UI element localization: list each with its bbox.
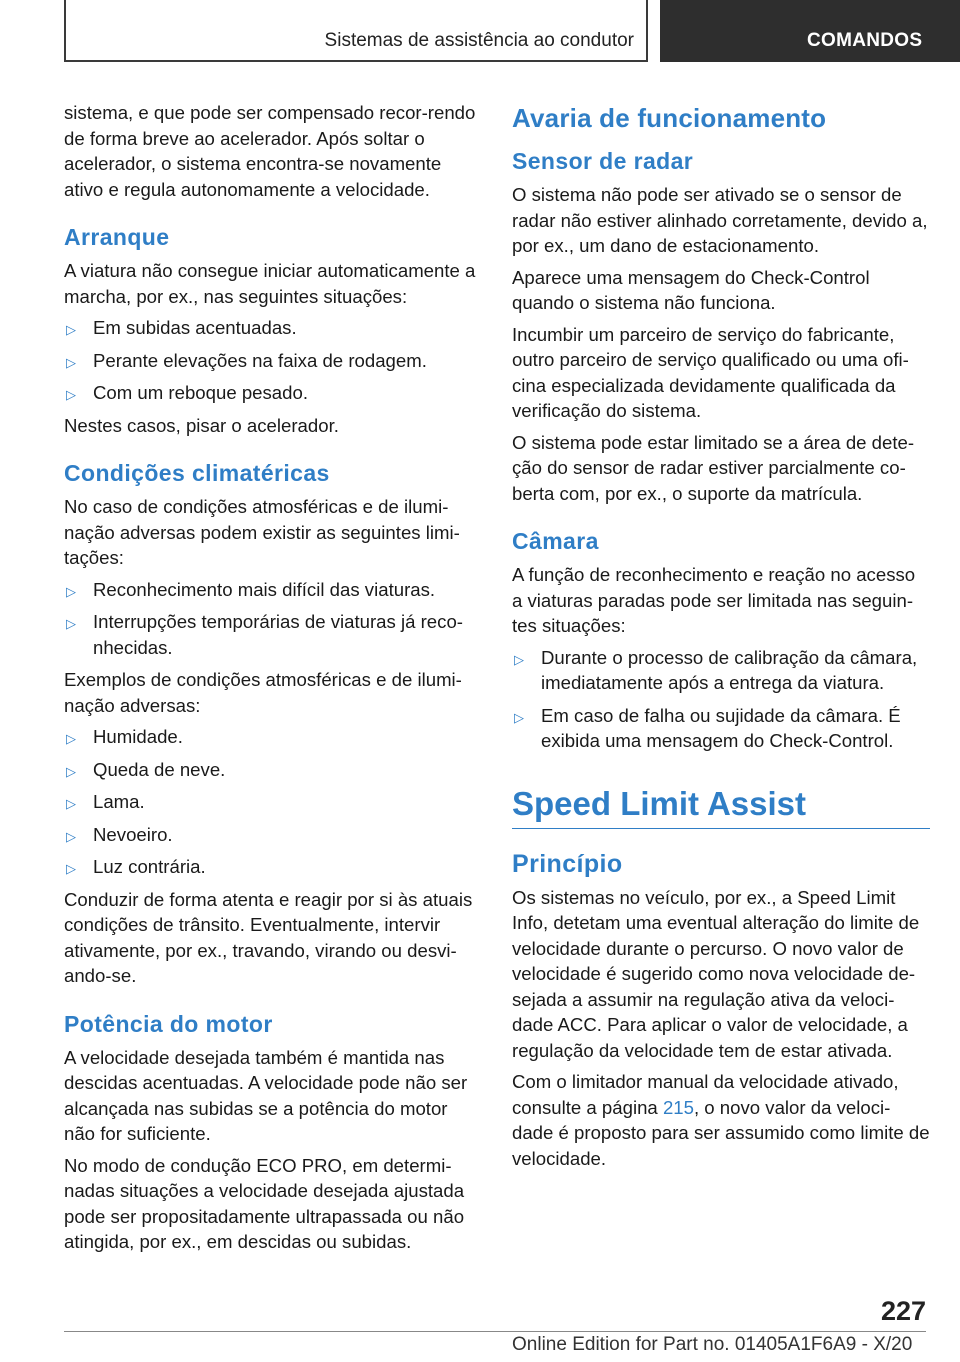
triangle-bullet-icon: ▷ xyxy=(66,387,76,402)
triangle-bullet-icon: ▷ xyxy=(66,828,76,844)
triangle-bullet-icon: ▷ xyxy=(66,731,76,746)
list-item-text: Durante o processo de calibração da câmara, imediatamente após a entrega da viatura. xyxy=(541,646,918,693)
list-item-text: Reconhecimento mais difícil das viaturas. xyxy=(93,578,436,600)
header-chapter-label: COMANDOS xyxy=(807,30,923,51)
radar-paragraph-4: O sistema pode estar limitado se a área de dete-ção do sensor de radar estiver parcialmente co-berta com, por ex., o suporte da matrícula. xyxy=(512,431,915,504)
list-item-text: Nevoeiro. xyxy=(93,823,173,845)
list-item xyxy=(64,757,482,783)
page-number: 227 xyxy=(880,1296,926,1326)
heading-speed-limit-assist: Speed Limit Assist xyxy=(512,782,930,829)
heading-sensor-radar: Sensor de radar xyxy=(512,148,694,174)
footer-divider xyxy=(64,1331,926,1332)
triangle-bullet-icon: ▷ xyxy=(66,322,76,337)
header-section-title: Sistemas de assistência ao condutor xyxy=(324,30,634,51)
list-item xyxy=(64,854,482,880)
condicoes-examples-intro: Exemplos de condições atmosféricas e de ilumi-nação adversas: xyxy=(64,669,462,716)
list-item-text: Em subidas acentuadas. xyxy=(93,317,297,338)
list-item xyxy=(64,577,482,603)
principio-paragraph-1: Os sistemas no veículo, por ex., a Speed Limit Info, detetam uma eventual alteração do limite de velocidade durante o percurso. O novo valor de velocidade é sugerido como nova velocidade de-sejada a assumir na regulação ativa da veloci-dade ACC. Para aplicar o valor de velocidade, a regulação da velocidade tem de estar ativada. xyxy=(512,886,920,1061)
condicoes-list xyxy=(64,577,482,661)
triangle-bullet-icon: ▷ xyxy=(66,861,76,876)
list-item xyxy=(64,315,482,341)
list-item-text: Perante elevações na faixa de rodagem. xyxy=(93,349,427,371)
list-item-text: Com um reboque pesado. xyxy=(93,382,308,403)
triangle-bullet-icon: ▷ xyxy=(66,354,76,370)
radar-paragraph-1: O sistema não pode ser ativado se o sensor de radar não estiver alinhado corretamente, devido a, por ex., um dano de estacionamento. xyxy=(512,184,928,256)
triangle-bullet-icon: ▷ xyxy=(66,583,76,599)
heading-avaria: Avaria de funcionamento xyxy=(512,103,827,133)
list-item xyxy=(64,724,482,750)
list-item-text: Lama. xyxy=(93,791,145,812)
potencia-paragraph-2: No modo de condução ECO PRO, em determi-nadas situações a velocidade desejada ajustada pode ser propositadamente ultrapassada ou não atingida, por ex., em descidas ou subidas. xyxy=(64,1154,465,1252)
heading-camara: Câmara xyxy=(512,528,599,554)
list-item xyxy=(64,380,482,406)
header-chapter-tab[interactable] xyxy=(660,0,960,62)
list-item-text: Queda de neve. xyxy=(93,758,226,780)
heading-arranque: Arranque xyxy=(64,224,170,250)
triangle-bullet-icon: ▷ xyxy=(66,763,76,779)
condicoes-examples-list xyxy=(64,724,482,880)
condicoes-intro: No caso de condições atmosféricas e de ilumi-nação adversas podem existir as seguintes limi-tações: xyxy=(64,496,460,568)
footer-edition: Online Edition for Part no. 01405A1F6A9 - X/20 xyxy=(512,1334,913,1355)
list-item xyxy=(64,822,482,848)
list-item xyxy=(64,348,482,374)
list-item-text: Humidade. xyxy=(93,726,183,747)
list-item-text: Interrupções temporárias de viaturas já reco-nhecidas. xyxy=(93,611,463,658)
left-column xyxy=(64,100,482,1261)
camara-list xyxy=(512,645,930,754)
principio-paragraph-2 xyxy=(512,1069,930,1171)
heading-potencia: Potência do motor xyxy=(64,1010,273,1037)
arranque-intro: A viatura não consegue iniciar automaticamente a marcha, por ex., nas seguintes situações: xyxy=(64,260,476,307)
arranque-list xyxy=(64,315,482,406)
intro-paragraph: sistema, e que pode ser compensado recor-rendo de forma breve ao acelerador. Após soltar o acelerador, o sistema encontra-se novamente ativo e regula autonomamente a velocidade. xyxy=(64,102,476,200)
triangle-bullet-icon: ▷ xyxy=(514,709,524,725)
list-item-text: Luz contrária. xyxy=(93,856,206,877)
right-column xyxy=(512,100,930,1177)
list-item-text: Em caso de falha ou sujidade da câmara. É exibida uma mensagem do Check-Control. xyxy=(541,704,901,751)
potencia-paragraph-1: A velocidade desejada também é mantida nas descidas acentuadas. A velocidade pode não ser alcançada nas subidas se a potência do motor não for suficiente. xyxy=(64,1046,468,1144)
camara-intro: A função de reconhecimento e reação no acesso a viaturas paradas pode ser limitada nas seguin-tes situações: xyxy=(512,564,916,636)
text-segment: Com o limitador manual da velocidade ativado, consulte a página xyxy=(512,1071,899,1118)
radar-paragraph-2: Aparece uma mensagem do Check-Control quando o sistema não funciona. xyxy=(512,266,870,313)
list-item xyxy=(64,609,482,660)
header-section-box xyxy=(64,0,648,62)
text-segment: , o novo valor da veloci-dade é proposto para ser assumido como limite de velocidade. xyxy=(512,1096,930,1169)
radar-paragraph-3: Incumbir um parceiro de serviço do fabricante, outro parceiro de serviço qualificado ou uma ofi-cina especializada devidamente qualificada da verificação do sistema. xyxy=(512,323,909,421)
heading-principio: Princípio xyxy=(512,849,623,878)
heading-condicoes: Condições climatéricas xyxy=(64,460,330,486)
arranque-outro: Nestes casos, pisar o acelerador. xyxy=(64,414,339,436)
list-item xyxy=(512,645,930,696)
page-reference-link[interactable]: 215 xyxy=(662,1096,694,1118)
list-item xyxy=(512,703,930,754)
triangle-bullet-icon: ▷ xyxy=(514,651,524,667)
list-item xyxy=(64,789,482,815)
condicoes-outro: Conduzir de forma atenta e reagir por si às atuais condições de trânsito. Eventualmente, intervir ativamente, por ex., travando, virando ou desvi-ando-se. xyxy=(64,888,473,986)
triangle-bullet-icon: ▷ xyxy=(66,616,76,631)
triangle-bullet-icon: ▷ xyxy=(66,796,76,811)
